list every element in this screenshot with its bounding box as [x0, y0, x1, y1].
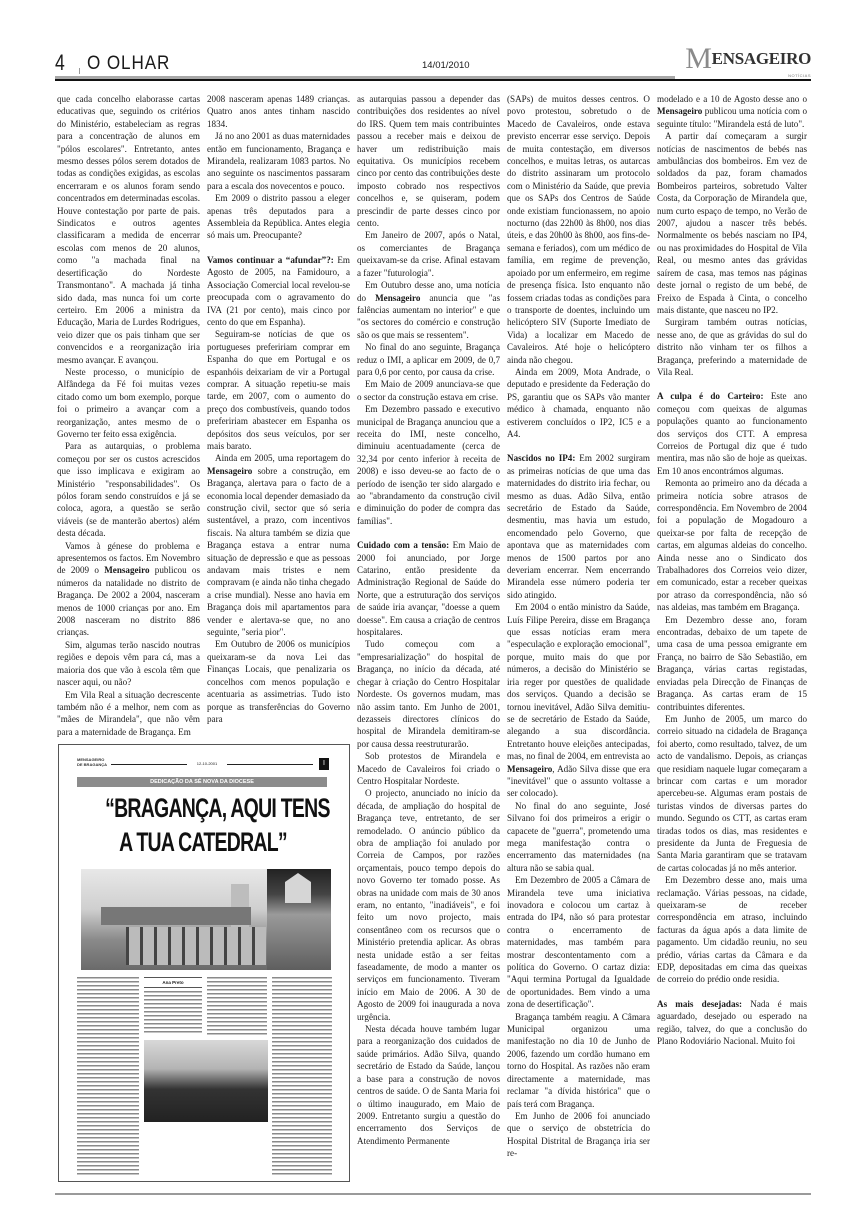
paragraph: O projecto, anunciado no início da década, de ampliação do hospital de Bragança teve, entretanto, de ser remodelado. O anúncio público da obra de ampliação foi anulado por Correia de Campos, por razões orçamentais, pouco tempo depois do novo Governo ter tomado posse. As obras na unidade com mais de 30 anos eram, no entanto, "inadiáveis", e foi feito um novo projecto, mais consentâneo com os recursos que o Ministério pretendia aplicar. As obras nesta unidade estão a ser feitas faseadamente, de modo a manter os serviços em funcionamento. Tiveram início em Maio de 2006. A 30 de Agosto de 2009 foi inaugurada a nova urgência. [357, 788, 500, 1022]
cathedral-photo [81, 869, 267, 970]
footer-rule [55, 1193, 811, 1195]
clipping-caption-text [77, 977, 139, 1177]
paragraph: (SAPs) de muitos desses centros. O povo protestou, sobretudo o de Macedo de Cavaleiros, onde estava previsto encerrar esse serviço. Depois de muita contestação, em diversos concelhos, e muitas letras, os autarcas do distrito assinaram um protocolo com o Ministério da Saúde, que previa que os SAPs dos Centros de Saúde onde existiam funcionassem, no apoio nocturno (das 22h00 às 8h00, nos dias úteis, e das 20h00 às 8h00, aos fins-de-semana e feriados), com um médico de família, em regime de prevenção, apoiado por um enfermeiro, em regime de presença física. Isto enquanto não fossem criadas todas as condições para o transporte de doentes, incluindo um helicóptero SIV (Suporte Imediato de Vida) a localizar em Macedo de Cavaleiros. Até hoje o helicóptero ainda não chegou. [507, 94, 650, 365]
paragraph: Para as autarquias, o problema começou por ser os custos acrescidos que isso implicava e exigiram ao Ministério "responsabilidades". Os pólos foram sendo construídos e já se coloca, agora, a questão se serão viáveis (se de manterão abertos) além desta década. [57, 441, 200, 539]
text-run: anuncia que "as falências aumentam no interior" e que "os sectores do comércio e construção são os que mais se ressentem". [357, 292, 500, 340]
paragraph: Em Maio de 2009 anunciava-se que o sector da construção estava em crise. [357, 379, 500, 402]
paragraph [207, 452, 350, 638]
paragraph [507, 601, 650, 800]
paragraph [357, 279, 500, 341]
logo-wordmark [685, 42, 811, 75]
paragraph: Sob protestos de Mirandela e Macedo de Cavaleiros foi criado o Centro Hospitalar Nordeste. [357, 751, 500, 786]
masthead-divider [79, 68, 80, 74]
text-run: sobre a construção, em Bragança, alertava para o facto de a economia local depender demasiado da construção civil, sector que só seria sustentável, a prazo, com incentivos fiscais. Na altura também se dizia que Bragança estava a entrar numa situação de depressão e que as pessoas andavam mais tristes e nem compravam (e ainda não tinha chegado a crise mundial). Nesse ano havia em Bragança dois mil apartamentos para vender e alertava-se que, no ano seguinte, "seria pior". [207, 465, 350, 638]
paragraph: A partir daí começaram a surgir notícias de nascimentos de bebés nas ambulâncias dos bombeiros. Em vez de soldados da paz, foram chamados Bombeiros parteiros, sobretudo Valter Costa, da Corporação de Mirandela que, num curto espaço de tempo, no Verão de 2007, ajudou a nascer três bebés. Normalmente os bebés nasciam no IP4, ou nas proximidades do Hospital de Vila Real, ou mesmo antes das grávidas saírem de casa, mas temos nas páginas deste jornal o registo de um bebé, de Freixo de Espada à Cinta, o concelho mais distante, que nasceu no IP2. [657, 131, 807, 315]
clipping-logo: MENSAGEIRO DE BRAGANÇA [77, 757, 107, 767]
paragraph: Neste processo, o município de Alfândega da Fé foi muitas vezes citado como um bom exemplo, porque foi o primeiro a avançar com a reorganização, antes mesmo de o Governo ter feito essa exigência. [57, 366, 200, 439]
subheading: A culpa é do Carteiro: [657, 391, 764, 402]
text-run: Este ano começou com queixas de algumas populações quanto ao funcionamento dos serviços dos CTT. A empresa Correios de Portugal diz que é tudo mentira, mas não são de hoje as queixas. Em 10 anos encontrámos algumas. [657, 391, 808, 476]
paragraph [657, 93, 807, 130]
paragraph: Seguiram-se notícias de que os portugueses prefeririam comprar em Espanha do que em Portugal e os espanhóis deixariam de vir a Portugal comprar. A situação repetiu-se mais tarde, em 2007, com o aumento do preço dos combustíveis, quando todos prefeririam abastecer em Espanha os depósitos dos seus veículos, por ser mais barato. [207, 329, 350, 451]
procession-photo [144, 1040, 268, 1122]
brand-mention: Mensageiro [507, 763, 553, 774]
logo-initial: M [685, 42, 712, 75]
clipping-rule [111, 764, 187, 765]
paragraph [357, 539, 500, 638]
colonnade [126, 927, 266, 965]
text-run: , Adão Silva disse que era "inevitável" que o assunto voltasse a ser colocado). [507, 763, 650, 799]
clipping-headline-line: A TUA CATEDRAL” [119, 827, 287, 857]
paragraph: 2008 nasceram apenas 1489 crianças. Quatro anos antes tinham nascido 1834. [207, 94, 350, 129]
bishop-photo [267, 869, 331, 970]
archive-clipping-image [58, 744, 350, 1182]
logo-name: ENSAGEIRO [711, 49, 811, 68]
mitre [285, 873, 311, 903]
clipping-body-text [207, 977, 267, 1035]
subheading: As mais desejadas: [657, 998, 743, 1009]
clipping-rule [227, 764, 313, 765]
clipping-byline: Ana Preto [144, 977, 202, 988]
article-column-2 [207, 93, 350, 725]
paragraph: Remonta ao primeiro ano da década a primeira notícia sobre atrasos de correspondência. Em Novembro de 2004 foi a população de Mogadouro a queixar-se por falta de recepção de cartas, em algumas aldeias do concelho. Ainda nesse ano o Sindicato dos Trabalhadores dos Correios veio dizer, em comunicado, estar a receber queixas por atraso da correspondência, não só nas aldeias, mas também em Bragança. [657, 478, 807, 613]
paragraph: Em Outubro de 2006 os municípios queixaram-se da nova Lei das Finanças Locais, que penalizaria os concelhos com menos população e acentuaria as assimetrias. Tudo isto porque as transferências do Governo para [207, 639, 350, 724]
article-column-4 [507, 93, 650, 1160]
article-column-3 [357, 93, 500, 1147]
clipping-date: 12-10-2001 [196, 761, 218, 766]
paragraph [657, 998, 807, 1048]
brand-mention: Mensageiro [104, 565, 150, 576]
paragraph: Já no ano 2001 as duas maternidades então em funcionamento, Bragança e Mirandela, realizaram 1083 partos. No ano seguinte os nascimentos passaram para a escala dos novecentos e pouco. [207, 131, 350, 191]
paragraph: Em Dezembro desse ano, mais uma reclamação. Várias pessoas, na cidade, queixaram-se de receber correspondência em atraso, incluindo facturas da água após a data limite de pagamento. Um cidadão reuniu, no seu prédio, várias cartas da Câmara e da EDP, depositadas em cima das queixas de correio do prédio onde residia. [657, 875, 807, 985]
header-rule-black [55, 79, 811, 81]
clipping-header [77, 757, 329, 773]
paragraph: Tudo começou com a "empresarialização" do hospital de Bragança, no início da década, até chegar à criação do Centro Hospitalar Nordeste. Os governos mudam, mas não assim tanto. Em Junho de 2001, dezasseis directores clínicos do hospital de Mirandela demitiram-se por causa dessa reestruturarão. [357, 639, 500, 749]
paragraph: Em Dezembro de 2005 a Câmara de Mirandela teve uma iniciativa inovadora e colocou um cartaz à entrada do IP4, não só para protestar contra o encerramento de maternidades, mas também para mostrar descontentamento com a política do Governo. O cartaz dizia: "Aqui termina Portugal da Igualdade de oportunidades. Bem vindo a uma zona de desertificação". [507, 875, 650, 1010]
paragraph [57, 540, 200, 639]
section-title: O OLHAR [87, 53, 171, 74]
newspaper-logo [685, 42, 811, 80]
paragraph: Nesta década houve também lugar para a reorganização dos cuidados de saúde primários. Adão Silva, quando secretário de Estado da Saúde, lançou a base para a construção de novos centros de saúde. O de Santa Maria foi o último inaugurado, em Maio de 2009. Entretanto surgiu a questão do encerramento dos Serviços de Atendimento Permanente [357, 1024, 500, 1146]
paragraph: No final do ano seguinte, Bragança reduz o IMI, a aplicar em 2009, de 0,7 para 0,6 por cento, por causa da crise. [357, 342, 500, 377]
text-run: publicou os números da natalidade no distrito de Bragança. De 2002 a 2004, nasceram menos de 1000 crianças por ano. Em 2008 nasceram no distrito 886 crianças. [57, 565, 200, 638]
text-run: Ainda em 2005, uma reportagem do [215, 453, 350, 464]
paragraph: que cada concelho elaborasse cartas educativas que, seguindo os critérios do Ministério, estabeleciam as regras para a concentração de alunos em "pólos escolares". Entretanto, antes mesmo desses pólos serem dotados de todas as condições exigidas, as escolas encerraram e os alunos foram sendo concentrados em determinadas escolas. Houve contestação por parte de pais. Sindicatos e outros agentes classificaram a medida de encerrar escolas com menos de 20 alunos, como "a machada final na desertificação do Nordeste Transmontano". A machada já tinha sido dada, mas nunca foi um corte certeiro. Em 2006 a ministra da Educação, Maria de Lurdes Rodrigues, veio dizer que os pais tinham que ser convencidos e a reorganização iria mesmo avançar. E avançou. [57, 94, 200, 365]
clipping-headline [67, 791, 339, 863]
brand-mention: Mensageiro [657, 106, 703, 117]
clipping-kicker: DEDICAÇÃO DA SÉ NOVA DA DIOCESE [77, 777, 327, 787]
article-column-1 [57, 93, 200, 738]
paragraph: Bragança também reagiu. A Câmara Municipal organizou uma manifestação no dia 10 de Junho de 2006, fazendo um cordão humano em torno do Hospital. As razões não eram directamente a maternidade, mas reclamar "a dívida histórica" que o país terá com Bragança. [507, 1011, 650, 1109]
subheading: Cuidado com a tensão: [357, 540, 450, 551]
paragraph: Em Dezembro passado e executivo municipal de Bragança anunciou que a receita do IMI, neste concelho, diminuiu acentuadamente (cerca de 32,34 por cento inferior à receita de 2008) e isso deveu-se ao facto de o período de isenção ter sido alargado e ao "abrandamento da construção civil e diminuição do poder de compra das famílias". [357, 404, 500, 526]
text-run: Em Maio de 2000 foi anunciado, por Jorge Catarino, então presidente da Administração Regional de Saúde do Norte, que a estruturação dos serviços de saúde iria avançar, "doesse a quem doesse". Em causa a criação de centros hospitalares. [357, 540, 500, 638]
clipping-page-number: I [319, 758, 329, 770]
text-run: modelado e a 10 de Agosto desse ano o [657, 94, 807, 104]
page-number: 4 [55, 50, 65, 75]
paragraph: Sim, algumas terão nascido noutras regiões e depois vêm para cá, mas a maioria dos que vão à escola têm que nascer aqui, ou não? [57, 639, 200, 688]
clipping-body-text [144, 991, 202, 1035]
text-run: Em Outubro desse ano, uma notícia do [357, 280, 500, 303]
text-run: publicou uma notícia com o seguinte título: "Mirandela está de luto". [657, 106, 807, 129]
text-run: Em 2002 surgiram as primeiras notícias de que uma das maternidades do distrito iria fechar, ou mesmo as duas. Adão Silva, então secretário de Estado da Saúde, desmentiu, mas havia um estudo, encomendado pelo Governo, que apontava que as maternidades com menos de 1500 partos por ano deveriam encerrar. Nem encerrando Mirandela esse número poderia ter sido atingido. [507, 453, 650, 600]
issue-date: 14/01/2010 [422, 60, 470, 71]
text-run: Em Agosto de 2005, na Famidouro, a Associação Comercial local revelou-se preocupada com o agravamento do IVA (21 por cento), mais cinco por cento do que em Espanha). [207, 254, 350, 327]
paragraph [207, 254, 350, 328]
paragraph: Em Junho de 2006 foi anunciado que o serviço de obstetrícia do Hospital Distrital de Bragança iria ser re- [507, 1110, 650, 1159]
article-column-5 [657, 93, 807, 1047]
paragraph: as autarquias passou a depender das contribuições dos residentes ao nível do IRS. Quem tem mais contribuintes passou a receber mais e deixou de haver um redistribuição mais equitativa. Os municípios recebem cinco por cento das contribuições deste imposto cobrado nos respectivos concelhos e, se quiseram, podem prescindir de parte desses cinco por cento. [357, 94, 500, 229]
text-run: Em 2004 o então ministro da Saúde, Luís Filipe Pereira, disse em Bragança que essas notícias eram mera "especulação e exploração emocional", porque, muito mais do que por números, a decisão do Ministério se iria reger por questões de qualidade dos serviços. Quando a decisão se tornou inevitável, Adão Silva demitiu-se de secretário de Estado da Saúde, alegando a sua discordância. Entretanto houve eleições antecipadas, mas, no final de 2004, em entrevista ao [507, 602, 650, 762]
paragraph: Em Vila Real a situação decrescente também não é a melhor, nem com as "mães de Mirandela", que não vêm para a maternidade de Bragança. Em [57, 689, 200, 737]
brand-mention: Mensageiro [375, 292, 421, 303]
subheading: Nascidos no IP4: [507, 453, 576, 464]
paragraph: Em 2009 o distrito passou a eleger apenas três deputados para a Assembleia da República. Antes elegia só mais um. Preocupante? [207, 193, 350, 241]
paragraph [657, 390, 807, 477]
text-run: Nada é mais aguardado, desejado ou esperado na região, talvez, do que a conclusão do Plano Rodoviário Nacional. Muito foi [657, 998, 807, 1047]
clipping-body-text [272, 977, 332, 1177]
brand-mention: Mensageiro [207, 465, 253, 476]
paragraph: No final do ano seguinte, José Silvano foi dos primeiros a erigir o capacete de "guerra", prometendo uma mega manifestação contra o encerramento das maternidades (na altura não se sabia qual. [507, 800, 650, 873]
clipping-headline-line: “BRAGANÇA, AQUI TENS [105, 793, 330, 823]
paragraph: Surgiram também outras notícias, nesse ano, de que as grávidas do sul do distrito não vinham ter os filhos a Bragança, preferindo a maternidade de Vila Real. [657, 317, 807, 377]
cathedral-roof [101, 907, 251, 925]
paragraph: Em Janeiro de 2007, após o Natal, os comerciantes de Bragança queixavam-se da crise. Afinal estavam a fazer "futurologia". [357, 230, 500, 278]
paragraph: Em Dezembro desse ano, foram encontradas, debaixo de um tapete de uma casa de uma pessoa emigrante em França, no bairro de São Sebastião, em Bragança, várias cartas registadas, enviadas pela Direcção de Finanças de Bragança. As cartas eram de 15 contribuintes diferentes. [657, 614, 807, 712]
logo-subtitle: NOTÍCIAS [788, 73, 811, 78]
text-run: Vamos à génese do problema e apresentemos os factos. Em Novembro de 2009 o [57, 540, 200, 576]
paragraph: Em Junho de 2005, um marco do correio situado na cidadela de Bragança foi aberto, como resultado, talvez, de um acto de vandalismo. Depois, as crianças que residiam naquele lugar começaram a brincar com cartas e um morador apercebeu-se. Algumas eram postais de turistas vindos de diversas partes do mundo. Segundo os CTT, as cartas eram tiradas todos os dias, mas residentes e presidente da Junta de Freguesia de Santa Maria garantiram que se tratavam de cartas colocadas já no mês anterior. [657, 713, 807, 873]
paragraph [507, 452, 650, 601]
paragraph: Ainda em 2009, Mota Andrade, o deputado e presidente da Federação do PS, garantiu que os SAPs vão manter médico à chamada, enquanto não estiverem concluídos o IP2, IC5 e a A4. [507, 366, 650, 439]
subheading: Vamos continuar a “afundar”?: [207, 254, 334, 265]
masthead [55, 42, 811, 78]
